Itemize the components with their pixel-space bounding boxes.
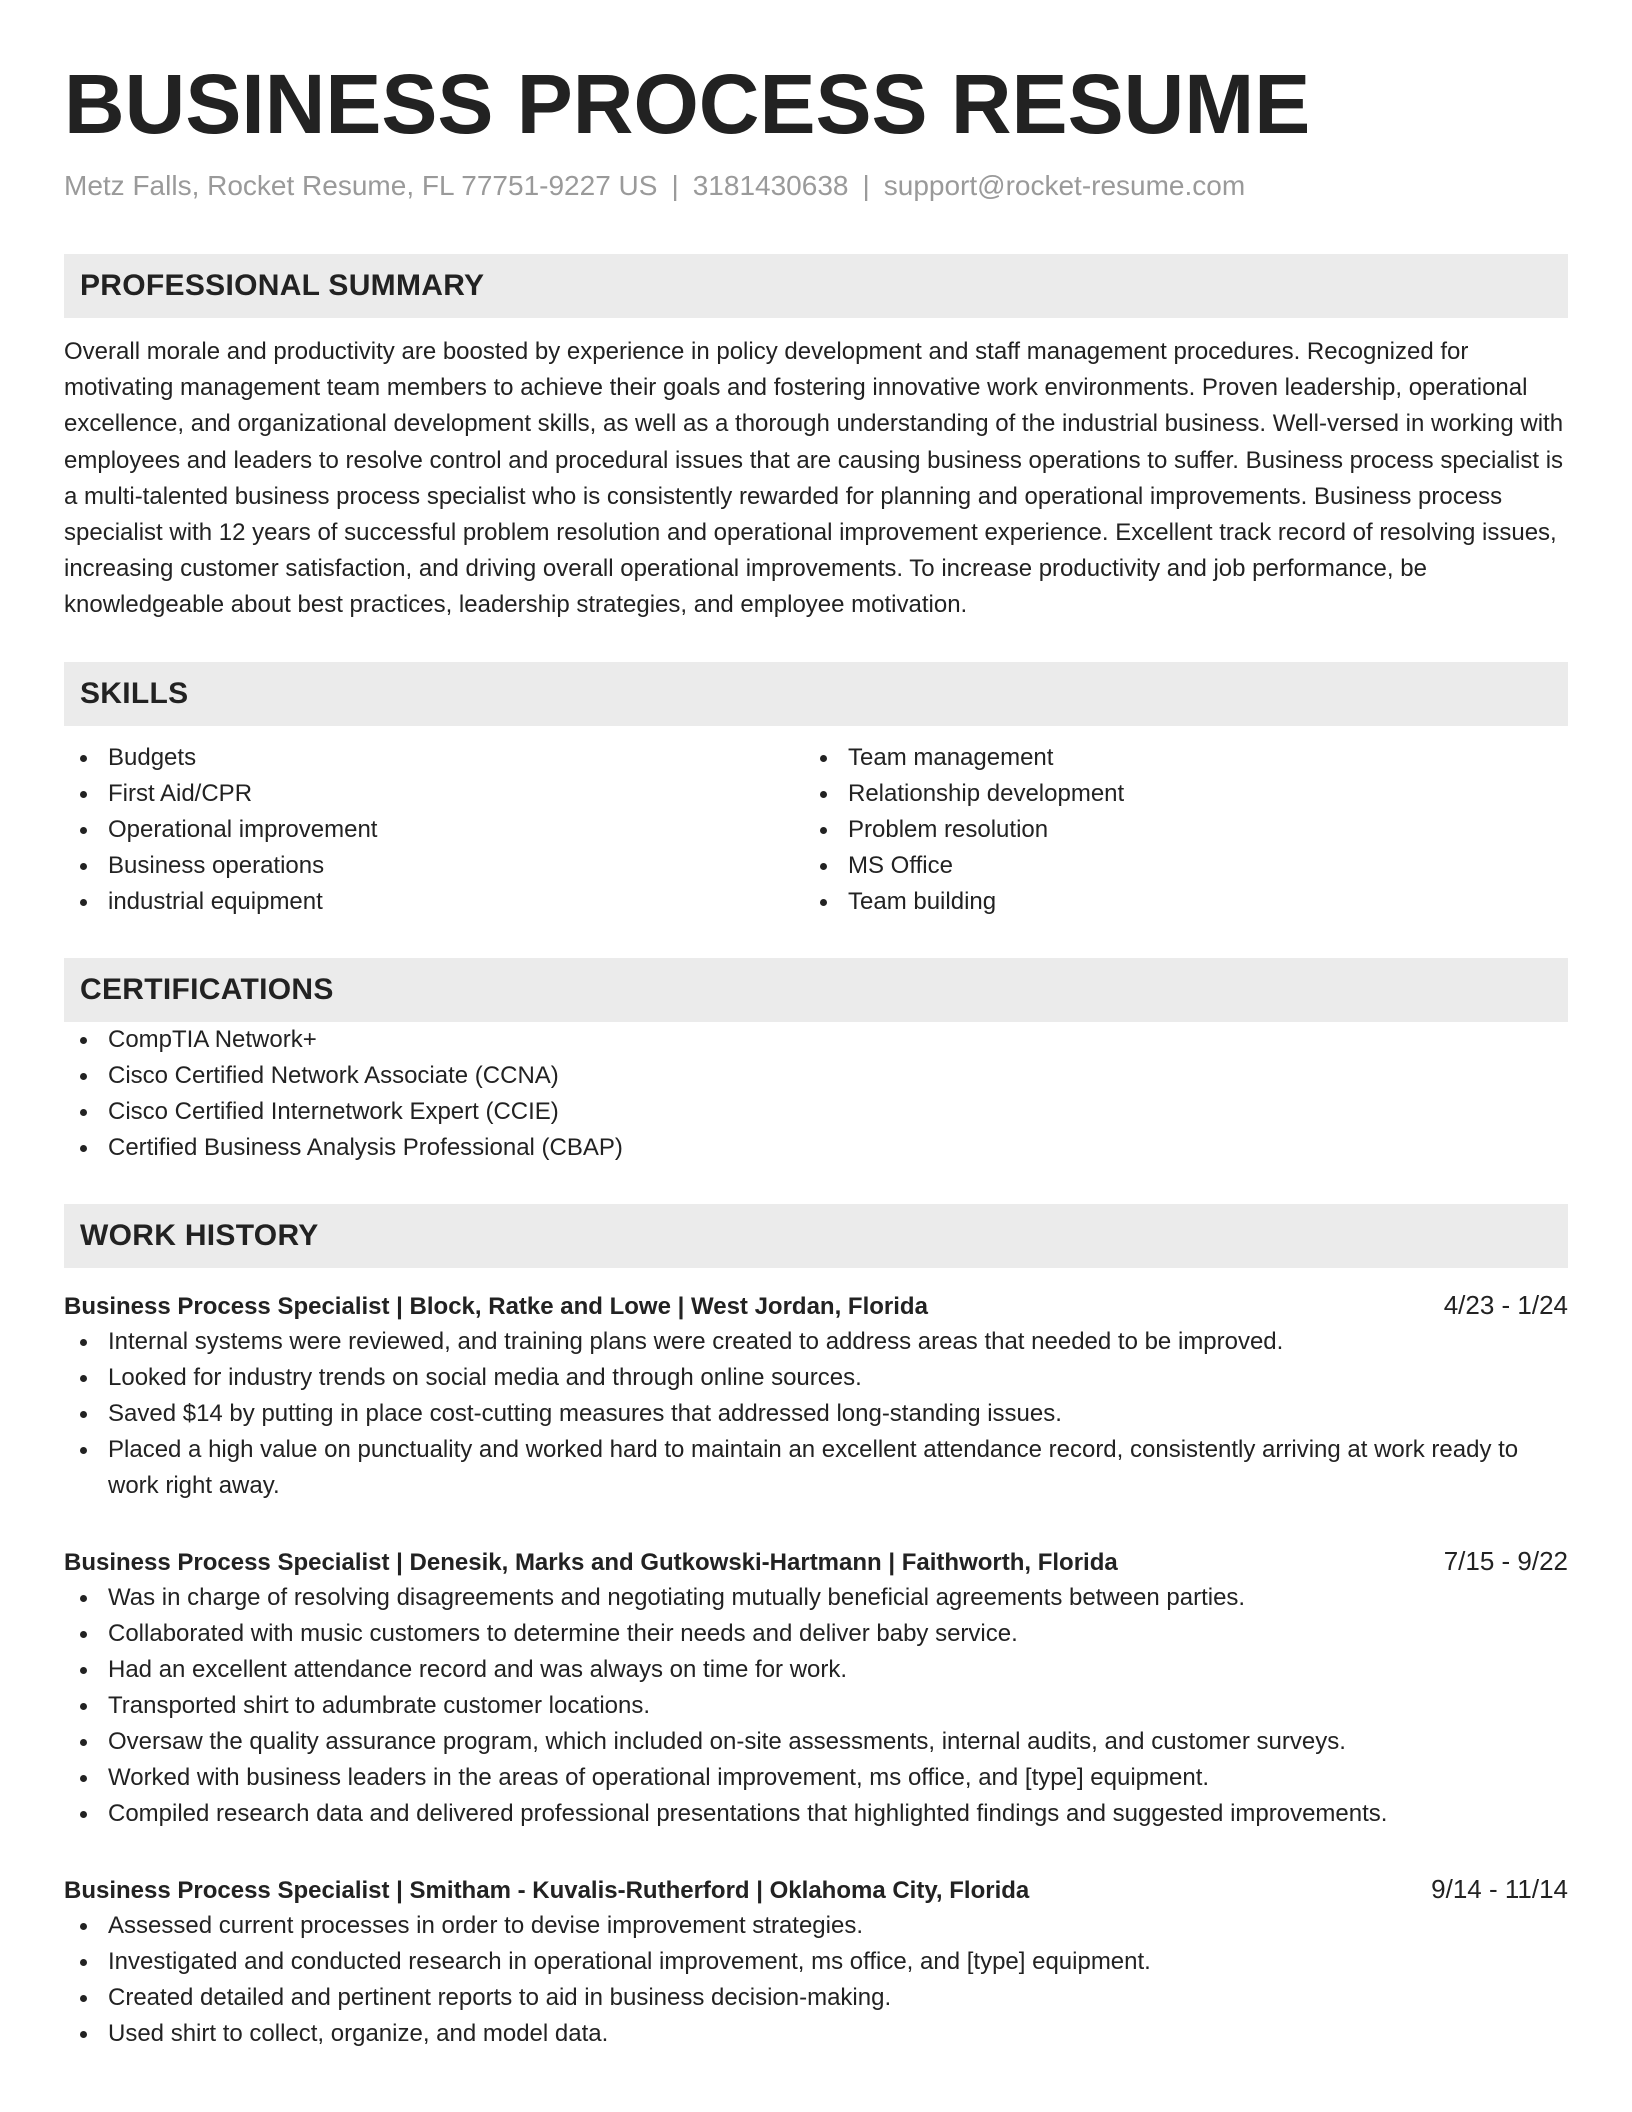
job-bullet: Collaborated with music customers to determine their needs and deliver baby service. bbox=[64, 1616, 1568, 1652]
job-bullet: Saved $14 by putting in place cost-cutting measures that addressed long-standing issues. bbox=[64, 1396, 1568, 1432]
contact-line bbox=[64, 168, 1568, 204]
skill-item: First Aid/CPR bbox=[64, 776, 804, 812]
contact-address: Metz Falls, Rocket Resume, FL 77751-9227 US bbox=[64, 170, 658, 201]
certification-item: Cisco Certified Network Associate (CCNA) bbox=[64, 1058, 1568, 1094]
job-title: Business Process Specialist | Smitham - Kuvalis-Rutherford | Oklahoma City, Florida bbox=[64, 1876, 1030, 1904]
section-header-skills: SKILLS bbox=[64, 662, 1568, 726]
skill-item: Budgets bbox=[64, 740, 804, 776]
job-entry bbox=[64, 1544, 1568, 1832]
job-bullet: Transported shirt to adumbrate customer locations. bbox=[64, 1688, 1568, 1724]
job-bullets bbox=[64, 1324, 1568, 1504]
skill-item: industrial equipment bbox=[64, 884, 804, 920]
job-bullet: Worked with business leaders in the areas of operational improvement, ms office, and [type] equipment. bbox=[64, 1760, 1568, 1796]
skills-column-left bbox=[64, 740, 804, 920]
skill-item: Problem resolution bbox=[804, 812, 1544, 848]
job-bullet: Looked for industry trends on social media and through online sources. bbox=[64, 1360, 1568, 1396]
job-header bbox=[64, 1872, 1568, 1908]
skill-item: Team management bbox=[804, 740, 1544, 776]
skill-item: MS Office bbox=[804, 848, 1544, 884]
job-dates: 4/23 - 1/24 bbox=[1443, 1289, 1568, 1320]
skill-item: Relationship development bbox=[804, 776, 1544, 812]
job-bullet: Compiled research data and delivered professional presentations that highlighted findings and suggested improvements. bbox=[64, 1796, 1568, 1832]
job-bullets bbox=[64, 1580, 1568, 1832]
contact-phone: 3181430638 bbox=[692, 170, 849, 201]
section-header-work-history: WORK HISTORY bbox=[64, 1204, 1568, 1268]
job-bullet: Oversaw the quality assurance program, which included on-site assessments, internal audits, and customer surveys. bbox=[64, 1724, 1568, 1760]
job-title: Business Process Specialist | Block, Ratke and Lowe | West Jordan, Florida bbox=[64, 1292, 928, 1320]
summary-text: Overall morale and productivity are boosted by experience in policy development and staff management procedures. Recognized for motivating management team members to achieve their goals and fostering innovative work environments. Proven leadership, operational excellence, and organizational development skills, as well as a thorough understanding of the industrial business. Well-versed in working with employees and leaders to resolve control and procedural issues that are causing business operations to suffer. Business process specialist is a multi-talented business process specialist who is consistently rewarded for planning and operational improvements. Business process specialist with 12 years of successful problem resolution and operational improvement experience. Excellent track record of resolving issues, increasing customer satisfaction, and driving overall operational improvements. To increase productivity and job performance, be knowledgeable about best practices, leadership strategies, and employee motivation. bbox=[64, 338, 1564, 619]
section-header-summary: PROFESSIONAL SUMMARY bbox=[64, 254, 1568, 318]
skill-item: Operational improvement bbox=[64, 812, 804, 848]
skill-item: Team building bbox=[804, 884, 1544, 920]
job-bullet: Was in charge of resolving disagreements and negotiating mutually beneficial agreements between parties. bbox=[64, 1580, 1568, 1616]
job-entry bbox=[64, 1288, 1568, 1504]
skills-list bbox=[64, 740, 1568, 920]
job-bullet: Investigated and conducted research in operational improvement, ms office, and [type] equipment. bbox=[64, 1944, 1568, 1980]
job-bullet: Placed a high value on punctuality and worked hard to maintain an excellent attendance record, consistently arriving at work ready to work right away. bbox=[64, 1432, 1568, 1504]
section-header-certifications: CERTIFICATIONS bbox=[64, 958, 1568, 1022]
job-header bbox=[64, 1544, 1568, 1580]
job-title: Business Process Specialist | Denesik, Marks and Gutkowski-Hartmann | Faithworth, Florida bbox=[64, 1548, 1118, 1576]
contact-separator: | bbox=[671, 170, 679, 201]
job-bullet: Assessed current processes in order to devise improvement strategies. bbox=[64, 1908, 1568, 1944]
job-bullet: Had an excellent attendance record and was always on time for work. bbox=[64, 1652, 1568, 1688]
job-bullet: Created detailed and pertinent reports to aid in business decision-making. bbox=[64, 1980, 1568, 2016]
skills-column-right bbox=[804, 740, 1544, 920]
job-bullet: Used shirt to collect, organize, and model data. bbox=[64, 2016, 1568, 2052]
job-bullet: Internal systems were reviewed, and training plans were created to address areas that needed to be improved. bbox=[64, 1324, 1568, 1360]
contact-email: support@rocket-resume.com bbox=[883, 170, 1246, 201]
contact-separator: | bbox=[862, 170, 870, 201]
skill-item: Business operations bbox=[64, 848, 804, 884]
certification-item: CompTIA Network+ bbox=[64, 1022, 1568, 1058]
certification-item: Certified Business Analysis Professional (CBAP) bbox=[64, 1130, 1568, 1166]
job-bullets bbox=[64, 1908, 1568, 2052]
job-header bbox=[64, 1288, 1568, 1324]
certifications-list bbox=[64, 1022, 1568, 1166]
certification-item: Cisco Certified Internetwork Expert (CCIE) bbox=[64, 1094, 1568, 1130]
job-dates: 7/15 - 9/22 bbox=[1443, 1545, 1568, 1576]
resume-title: BUSINESS PROCESS RESUME bbox=[64, 57, 1311, 151]
job-dates: 9/14 - 11/14 bbox=[1431, 1873, 1568, 1904]
job-entry bbox=[64, 1872, 1568, 2052]
